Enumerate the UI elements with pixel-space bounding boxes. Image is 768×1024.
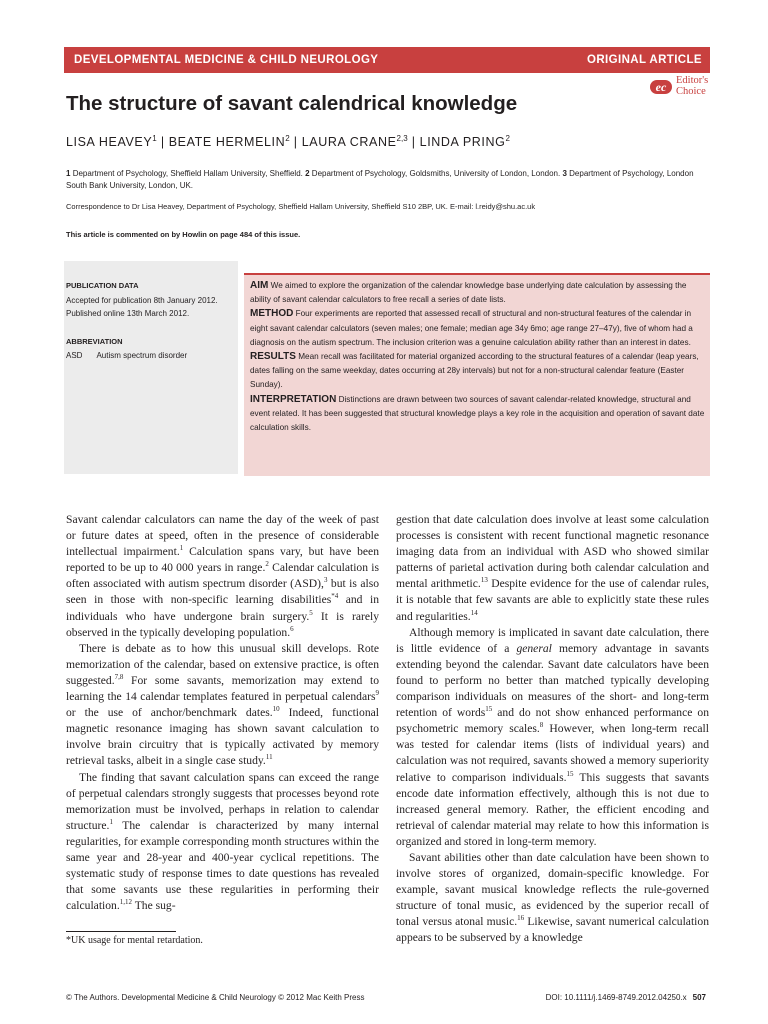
doi: DOI: 10.1111/j.1469-8749.2012.04250.x (545, 993, 687, 1002)
author-name: LINDA PRING (419, 135, 506, 150)
author-affiliation-mark: 2,3 (396, 134, 408, 143)
journal-name: DEVELOPMENTAL MEDICINE & CHILD NEUROLOGY (74, 54, 379, 66)
abstract-results: RESULTS Mean recall was facilitated for material organized according to the structural features of a calendar (leap years, dates falling on the same weekday, dates occurring at 28y intervals) but not for a non-structural calendar feature (Easter Sunday). (250, 351, 699, 390)
badge-line2: Choice (676, 86, 706, 97)
badge-line1: Editor's (676, 75, 709, 86)
abstract-aim: AIM We aimed to explore the organization of the calendar knowledge base underlying date calculation by assessing the ability of savant calendar calculators to free recall a series of date lists. (250, 280, 687, 305)
abstract-method: METHOD Four experiments are reported that assessed recall of structural and non-structural features of the calendar in eight savant calendar calculators (seven males; one female; median age 34y 6mo; age range 27–47y), five of whom had a diagnosis on the autism spectrum. The inclusion criterion was a genuine calculation ability rather than an interest in dates. (250, 308, 693, 347)
author-affiliation-mark: 2 (285, 134, 290, 143)
accepted-date: Accepted for publication 8th January 2012. (66, 296, 218, 305)
article-type-label: ORIGINAL ARTICLE (586, 54, 702, 66)
body-paragraph: Although memory is implicated in savant date calculation, there is little evidence of a general memory advantage in savants extending beyond the calendar. Savant date calculators have been found to perform no better than matched typically developing comparison individuals on measures of the short- and long-term retention of words$^{15}$ and do not show enhanced performance on psychometric memory scales.$^8$ However, when long-term recall was tested for calendar items (lists of individual years) and calculation was not required, savants showed a memory superiority relative to comparison individuals.$^{15}$ This suggests that savants encode date information effectively, although this is not due to increased general memory. Rather, the efficient encoding and retrieval of calendar material may relate to how this information is organized and stored in long-term memory. (396, 625, 709, 848)
author-name: LISA HEAVEY (66, 135, 153, 150)
body-paragraph: Savant calendar calculators can name the day of the week of past or future dates at speed, often in the presence of considerable intellectual impairment.$^1$ Calculation spans vary, but have been reported to be up to 40 000 years in range.$^2$ Calendar calculation is often associated with autism spectrum disorder (ASD),$^3$ but is also seen in those with non-specific learning disabilities$^{*4}$ and in individuals who have undergone brain surgery.$^5$ It is rarely observed in the typically developing population.$^6$ (66, 513, 380, 639)
editors-choice-badge (650, 75, 720, 99)
footnote-rule (66, 931, 176, 932)
author-affiliation-mark: 2 (505, 134, 510, 143)
editors-choice-icon: ec (650, 80, 672, 94)
author-affiliation-mark: 1 (152, 134, 157, 143)
abbreviation-heading: ABBREVIATION (66, 337, 123, 346)
publication-data-heading: PUBLICATION DATA (66, 281, 139, 290)
copyright-footer: © The Authors. Developmental Medicine & Child Neurology © 2012 Mac Keith Press (66, 993, 365, 1002)
journal-header-band (64, 47, 710, 73)
footnote: *UK usage for mental retardation. (66, 935, 203, 946)
correspondence: Correspondence to Dr Lisa Heavey, Department of Psychology, Sheffield Hallam University, Sheffield S10 2BP, UK. E-mail: l.reidy@shu.ac.uk (66, 202, 536, 211)
affiliations: 1 Department of Psychology, Sheffield Hallam University, Sheffield. 2 Department of Psychology, Goldsmiths, University of London, London. 3 Department of Psychology, London South Bank University, London, UK. (66, 169, 694, 190)
author-list: LISA HEAVEY$^1$ | BEATE HERMELIN$^2$ | LAURA CRANE$^{2,3}$ | LINDA PRING$^2$ (66, 134, 510, 150)
body-paragraph: Savant abilities other than date calculation have been shown to involve stores of organized, domain-specific knowledge. For example, savant musical knowledge reflects the rule-governed structure of tonal music, as evidenced by the superior recall of tonal versus atonal music.$^{16}$ Likewise, savant numerical calculation appears to be subserved by a knowledge (396, 850, 709, 945)
abbreviation-entry: ASD Autism spectrum disorder (66, 351, 188, 360)
article-title: The structure of savant calendrical knowledge (66, 92, 518, 115)
body-paragraph: gestion that date calculation does involve at least some calculation processes is consistent with recent functional magnetic resonance imaging data from an individual with ASD who showed similar patterns of parietal activation during both calendar calculation and mental arithmetic.$^{13}$ Despite evidence for the use of calendar rules, it is notable that few savants are able to explicitly state these rules and regularities.$^{14}$ (396, 513, 709, 623)
publication-data-box (64, 261, 238, 474)
author-name: BEATE HERMELIN (168, 135, 286, 150)
comment-note: This article is commented on by Howlin on page 484 of this issue. (66, 230, 301, 239)
published-date: Published online 13th March 2012. (66, 309, 190, 318)
abstract-box (244, 273, 710, 476)
doi-footer (546, 993, 706, 1002)
body-paragraph: There is debate as to how this unusual skill develops. Rote memorization of the calendar, based on extensive practice, is often suggested.$^{7,8}$ For some savants, memorization may extend to learning the 14 calendar templates featured in perpetual calendars$^9$ or the use of anchor/benchmark dates.$^{10}$ Indeed, functional magnetic resonance imaging has shown savant calculation to involve brain circuitry that is typically activated by memory retrieval tasks, albeit in a single case study.$^{11}$ (66, 641, 379, 768)
page-number: 507 (692, 993, 706, 1002)
author-name: LAURA CRANE (301, 135, 397, 150)
body-column-right (396, 512, 709, 947)
body-paragraph: The finding that savant calculation spans can exceed the range of perpetual calendars strongly suggests that processes beyond rote memorization must be involved, perhaps in relation to calendar structure.$^1$ The calendar is characterized by many internal regularities, for example corresponding month structures within the same year and 28-year and 400-year cyclical repetitions. The systematic study of response times to date questions has revealed that some savants use these regularities in performing their calculation.$^{1,12}$ The sug- (66, 770, 379, 913)
abstract-interpretation: INTERPRETATION Distinctions are drawn between two sources of savant calendar-related knowledge, structural and event related. It has been suggested that structural knowledge plays a key role in the acquisition and operation of savant date calculation skills. (250, 393, 705, 433)
body-column-left (66, 512, 379, 914)
